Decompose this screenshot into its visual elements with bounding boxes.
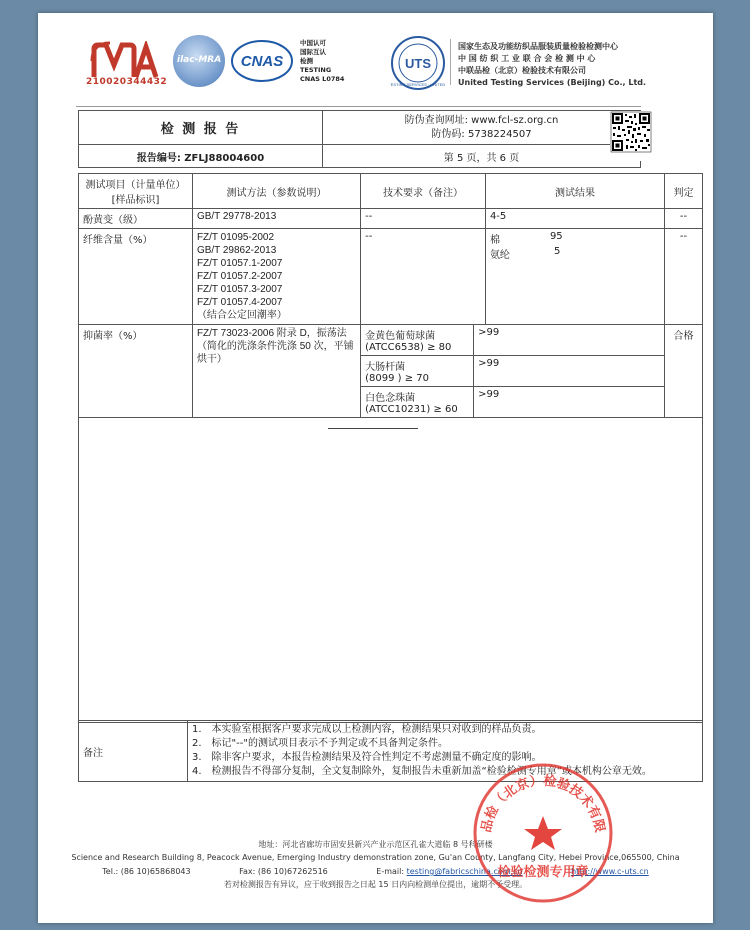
verify-cell (323, 111, 641, 145)
official-stamp (468, 758, 618, 908)
fiber-value: 5 (553, 246, 561, 257)
report-number: 报告编号: ZFLJ88004600 (79, 145, 323, 168)
email-label: E-mail: (376, 867, 405, 876)
end-line (328, 428, 418, 429)
bacteria-subtable (361, 325, 664, 417)
cnas-text (300, 39, 344, 84)
header-divider (450, 39, 451, 85)
fiber-value: 95 (549, 231, 563, 242)
verdict-cell: 合格 (664, 325, 702, 418)
col-header-requirement: 技术要求（备注） (361, 174, 486, 209)
cnas-line: 检测 (300, 57, 313, 65)
cnas-line: TESTING (300, 66, 332, 74)
bacteria-requirement: 大肠杆菌 (8099 ) ≥ 70 (361, 356, 474, 387)
sub-row (361, 387, 664, 418)
cnas-line: CNAS L0784 (300, 75, 345, 83)
qr-code[interactable] (610, 111, 652, 161)
col-header-verdict: 判定 (664, 174, 702, 209)
report-head-table (78, 110, 641, 168)
org-line: United Testing Services (Beijing) Co., Ltd. (458, 78, 647, 87)
notes-content (188, 721, 703, 782)
note-item: 2. 标记"--"的测试项目表示不予判定或不具备判定条件。 (192, 738, 448, 749)
bacteria-subtable-cell (361, 325, 665, 418)
cnas-label: CNAS (240, 53, 284, 70)
cnas-logo (230, 39, 294, 83)
stamp-ring-text: 品检（北京）检验技术有限 (479, 773, 607, 834)
uts-logo (390, 35, 446, 91)
sub-row (361, 356, 664, 387)
requirement-cell: -- (361, 229, 486, 325)
web-link[interactable]: http://www.c-uts.cn (571, 867, 649, 876)
org-line: 中 国 纺 织 工 业 联 合 会 检 测 中 心 (458, 54, 596, 63)
tel: Tel.: (86 10)65868043 (102, 867, 191, 876)
report-header (38, 13, 713, 113)
table-row (79, 209, 703, 229)
method-cell: FZ/T 01095-2002 GB/T 29862-2013 FZ/T 01057.1-2007 FZ/T 01057.2-2007 FZ/T 01057.3-2007 FZ/T 01057.4-2007 （结合公定回潮率） (192, 229, 360, 325)
fiber-name: 氨纶 (489, 250, 510, 261)
note-item: 3. 除非客户要求，本报告检测结果及符合性判定不考虑测量不确定度的影响。 (192, 752, 542, 763)
cnas-line: 国际互认 (300, 48, 326, 56)
report-sheet (38, 13, 713, 923)
org-names (458, 41, 646, 89)
table-header-row (79, 174, 703, 209)
bacteria-result: >99 (478, 389, 500, 400)
table-row (79, 325, 703, 418)
fiber-name: 棉 (489, 235, 500, 246)
requirement-cell: -- (361, 209, 486, 229)
verdict-cell: -- (664, 229, 702, 325)
note-item: 4. 检测报告不得部分复制，全文复制除外，复制报告未重新加盖“检验检测专用章”或本机构公章无效。 (192, 766, 652, 777)
result-cell (485, 229, 664, 325)
note-item: 1. 本实验室根据客户要求完成以上检测内容，检测结果只对收到的样品负责。 (192, 724, 542, 735)
svg-text:中联品检（北京）检验技术有限公司 (468, 758, 607, 834)
results-table (78, 173, 703, 723)
col-header-method: 测试方法（参数说明） (192, 174, 360, 209)
bacteria-result: >99 (474, 356, 664, 387)
uts-ring-text: TESTING SERVICES · UNITED · (390, 82, 446, 87)
blank-area (79, 418, 703, 723)
page-info: 第 5 页，共 6 页 (323, 145, 641, 168)
verdict-cell: -- (664, 209, 702, 229)
uts-label: UTS (405, 56, 431, 71)
col-header-item: 测试项目（计量单位）[样品标识] (79, 174, 193, 209)
item-cell: 酚黄变（级） (79, 209, 193, 229)
cma-number: 210020344432 (86, 77, 168, 87)
org-line: 国家生态及功能纺织品服装质量检验检测中心 (458, 42, 618, 51)
report-title: 检 测 报 告 (79, 111, 323, 145)
fax: Fax: (86 10)67262516 (239, 867, 328, 876)
verify-code: 防伪码: 5738224507 (431, 128, 532, 140)
address-cn: 地址：河北省廊坊市固安县新兴产业示范区孔雀大道临 8 号科研楼 (258, 840, 493, 849)
bacteria-requirement: 白色念珠菌 (ATCC10231) ≥ 60 (361, 387, 474, 418)
notes-label: 备注 (79, 721, 188, 782)
verify-url[interactable]: 防伪查询网址: www.fcl-sz.org.cn (404, 114, 559, 126)
item-cell: 抑菌率（%） (79, 325, 193, 418)
bacteria-result: >99 (474, 325, 664, 356)
sub-row (361, 325, 664, 356)
bacteria-requirement: 金黄色葡萄球菌 (ATCC6538) ≥ 80 (361, 325, 474, 356)
org-line: 中联品检（北京）检验技术有限公司 (458, 66, 586, 75)
col-header-result: 测试结果 (485, 174, 664, 209)
ilac-mra-logo (173, 35, 225, 87)
result-cell: 4-5 (485, 209, 664, 229)
header-rule (76, 106, 641, 107)
stamp-bottom-text: 检验检测专用章 (497, 865, 589, 880)
method-cell: FZ/T 73023-2006 附录 D，振荡法 （简化的洗涤条件洗涤 50 次，平铺烘干） (192, 325, 360, 418)
method-cell: GB/T 29778-2013 (192, 209, 360, 229)
blank-row (79, 418, 703, 723)
address-en: Science and Research Building 8, Peacock Avenue, Emerging Industry demonstration zone, Gu'an County, Langfang City, Hebei Province,065500, China (71, 853, 680, 862)
email-link[interactable]: testing@fabricschina.com.cn (406, 867, 523, 876)
item-cell: 纤维含量（%） (79, 229, 193, 325)
ilac-label: ilac-MRA (177, 55, 222, 65)
objection-note: 若对检测报告有异议，应于收到报告之日起 15 日内向检测单位提出，逾期不予受理。 (223, 880, 528, 889)
table-row (79, 229, 703, 325)
cnas-line: 中国认可 (300, 39, 326, 47)
